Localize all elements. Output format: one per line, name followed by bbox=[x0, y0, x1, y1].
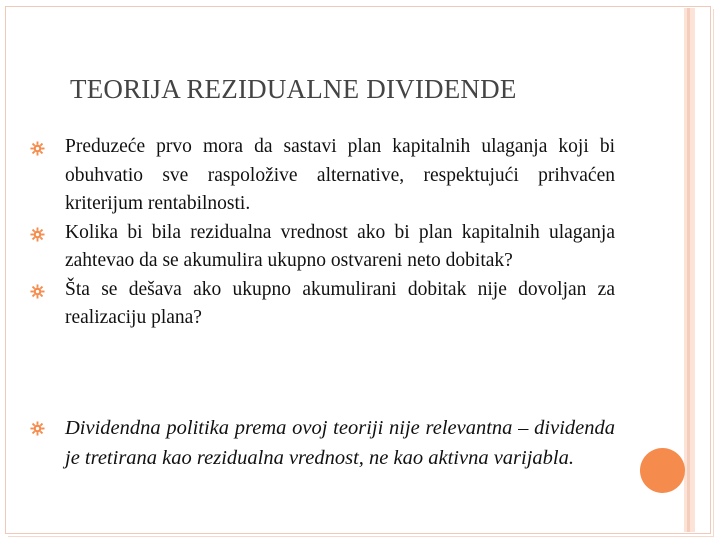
decorative-orange-circle bbox=[640, 448, 685, 493]
bullet-list bbox=[30, 133, 615, 333]
bullet-text: Preduzeće prvo mora da sastavi plan kapitalnih ulaganja koji bi obuhvatio sve raspoložive alternative, respektujući prihvaćen kriterijum rentabilnosti. bbox=[65, 136, 615, 214]
bullet-item-3 bbox=[30, 276, 615, 333]
slide-title: TEORIJA REZIDUALNE DIVIDENDE bbox=[70, 74, 517, 104]
right-decorative-line bbox=[687, 8, 690, 532]
bullet-item-2 bbox=[30, 219, 615, 276]
bullet-text: Šta se dešava ako ukupno akumulirani dobitak nije dovoljan za realizaciju plana? bbox=[65, 278, 615, 328]
gear-sun-icon bbox=[30, 421, 45, 436]
gear-sun-icon bbox=[30, 284, 45, 299]
bullet-text: Kolika bi bila rezidualna vrednost ako bi plan kapitalnih ulaganja zahtevao da se akumulira ukupno ostvareni neto dobitak? bbox=[65, 221, 615, 271]
conclusion-item bbox=[30, 413, 615, 473]
gear-sun-icon bbox=[30, 227, 45, 242]
conclusion-text: Dividendna politika prema ovoj teoriji nije relevantna – dividenda je tretirana kao rezidualna vrednost, ne kao aktivna varijabla. bbox=[65, 417, 615, 469]
bullet-item-1 bbox=[30, 133, 615, 219]
conclusion-block bbox=[30, 413, 615, 473]
gear-sun-icon bbox=[30, 141, 45, 156]
